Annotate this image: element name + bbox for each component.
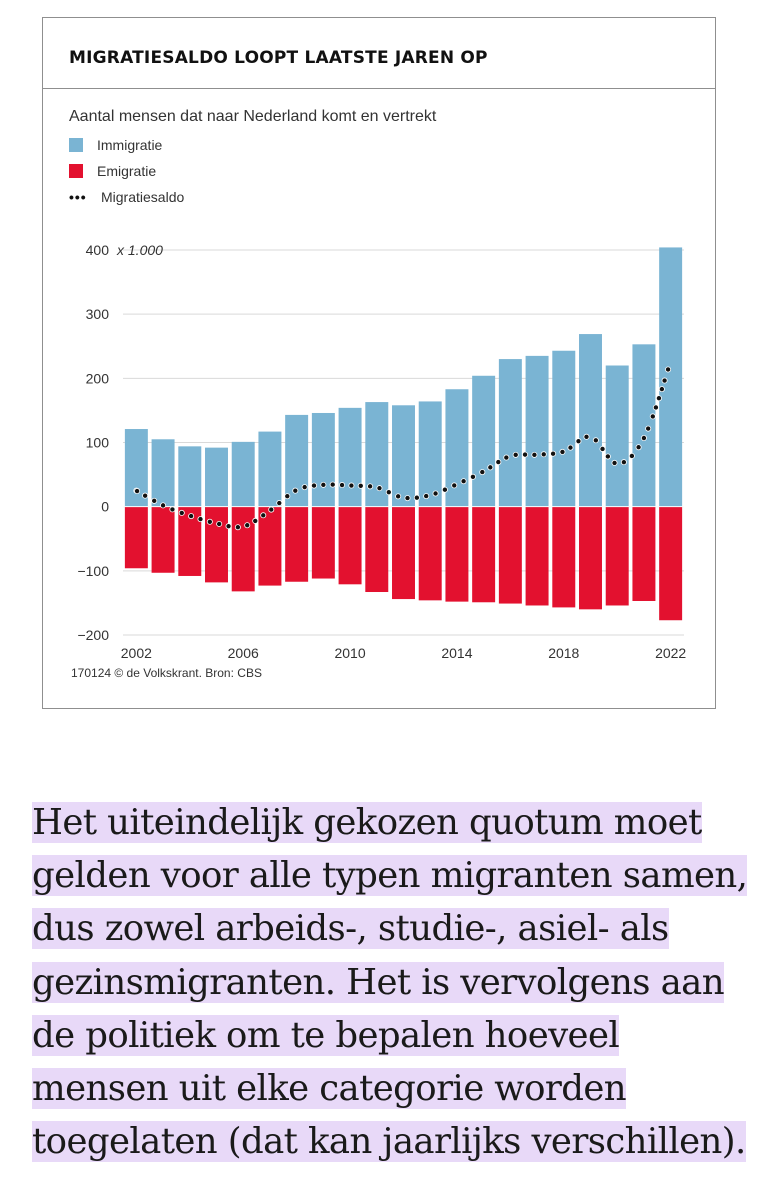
bar-immigratie-2018: [552, 351, 575, 507]
x-tick-label-2014: 2014: [441, 645, 473, 661]
saldo-dot: [143, 493, 148, 498]
saldo-dot: [414, 495, 419, 500]
saldo-dot: [568, 445, 573, 450]
saldo-dot: [522, 452, 527, 457]
y-tick-label: 0: [101, 498, 109, 515]
saldo-dot: [245, 523, 250, 528]
y-tick-label: 200: [85, 370, 109, 387]
paragraph-line: gelden voor alle typen migranten samen,: [32, 855, 748, 897]
saldo-dot: [560, 449, 565, 454]
saldo-dot: [621, 460, 626, 465]
bar-immigratie-2020: [606, 366, 629, 507]
saldo-dot: [665, 367, 670, 372]
saldo-dot: [593, 438, 598, 443]
saldo-dot: [386, 490, 391, 495]
saldo-dot: [433, 491, 438, 496]
saldo-dot: [405, 495, 410, 500]
y-tick-label: −100: [77, 562, 109, 579]
y-tick-label: 400: [85, 242, 109, 258]
saldo-dot: [349, 483, 354, 488]
saldo-dot: [321, 482, 326, 487]
saldo-dot: [653, 405, 658, 410]
saldo-dot: [189, 513, 194, 518]
bar-immigratie-2006: [232, 442, 255, 507]
paragraph-line: gezinsmigranten. Het is vervolgens aan: [32, 961, 725, 1003]
legend-label-emigratie: Emigratie: [97, 163, 157, 179]
saldo-dot: [584, 434, 589, 439]
bar-immigratie-2003: [152, 439, 175, 506]
paragraph-line: de politiek om te bepalen hoeveel: [32, 1014, 620, 1056]
saldo-dot: [650, 414, 655, 419]
chart-plot: [43, 18, 715, 708]
x-tick-label-2002: 2002: [120, 645, 152, 661]
saldo-dot: [152, 498, 157, 503]
saldo-dot: [496, 459, 501, 464]
saldo-dot: [656, 396, 661, 401]
saldo-dot: [662, 378, 667, 383]
legend-label-immigratie: Immigratie: [97, 137, 163, 153]
saldo-dot: [293, 488, 298, 493]
saldo-dot: [636, 445, 641, 450]
bar-emigratie-2015: [472, 507, 495, 603]
saldo-dot: [339, 482, 344, 487]
saldo-dot: [377, 486, 382, 491]
bar-emigratie-2012: [392, 507, 415, 599]
saldo-dot: [253, 518, 258, 523]
bar-emigratie-2009: [312, 507, 335, 579]
bar-emigratie-2016: [499, 507, 522, 604]
paragraph-line: mensen uit elke categorie worden: [32, 1068, 627, 1110]
saldo-dot: [235, 525, 240, 530]
saldo-dot: [311, 483, 316, 488]
bar-emigratie-2003: [152, 507, 175, 573]
saldo-dot: [488, 465, 493, 470]
saldo-dot: [285, 494, 290, 499]
bar-immigratie-2005: [205, 448, 228, 507]
chart-card: [42, 17, 716, 709]
bar-emigratie-2013: [419, 507, 442, 601]
bar-immigratie-2016: [499, 359, 522, 507]
bar-immigratie-2010: [339, 408, 362, 507]
paragraph-line: Het uiteindelijk gekozen quotum moet: [32, 802, 702, 843]
bar-immigratie-2013: [419, 401, 442, 506]
bar-immigratie-2014: [445, 389, 468, 506]
bar-emigratie-2010: [339, 507, 362, 585]
saldo-dot: [513, 452, 518, 457]
bar-emigratie-2022: [659, 507, 682, 621]
saldo-dot: [551, 451, 556, 456]
saldo-dot: [532, 452, 537, 457]
bar-emigratie-2008: [285, 507, 308, 582]
bar-emigratie-2017: [526, 507, 549, 606]
saldo-dot: [659, 387, 664, 392]
paragraph-line: toegelaten (dat kan jaarlijks verschillen).: [32, 1121, 746, 1163]
saldo-dot: [277, 500, 282, 505]
saldo-dot: [302, 485, 307, 490]
saldo-dot: [207, 519, 212, 524]
saldo-dot: [612, 460, 617, 465]
saldo-dot: [198, 517, 203, 522]
saldo-dot: [452, 483, 457, 488]
bar-immigratie-2021: [632, 344, 655, 506]
saldo-dot: [358, 483, 363, 488]
chart-source: 170124 © de Volkskrant. Bron: CBS: [71, 666, 262, 680]
saldo-dot: [179, 510, 184, 515]
saldo-dot: [396, 494, 401, 499]
saldo-dot: [261, 513, 266, 518]
saldo-dot: [576, 439, 581, 444]
saldo-dot: [330, 482, 335, 487]
saldo-dot: [629, 453, 634, 458]
bar-immigratie-2007: [258, 432, 281, 507]
bar-emigratie-2018: [552, 507, 575, 608]
saldo-dot: [160, 503, 165, 508]
x-tick-label-2022: 2022: [655, 645, 687, 661]
y-tick-label: 300: [85, 306, 109, 323]
saldo-dot: [226, 524, 231, 529]
bar-emigratie-2007: [258, 507, 281, 586]
y-tick-label: 100: [85, 434, 109, 451]
saldo-dot: [605, 454, 610, 459]
bar-emigratie-2002: [125, 507, 148, 569]
article-paragraph: [32, 796, 752, 1168]
legend-dots-icon: •••: [69, 189, 87, 205]
saldo-dot: [442, 487, 447, 492]
bar-immigratie-2015: [472, 376, 495, 507]
bar-emigratie-2006: [232, 507, 255, 592]
bar-immigratie-2009: [312, 413, 335, 507]
bar-emigratie-2011: [365, 507, 388, 592]
saldo-dot: [170, 507, 175, 512]
bar-immigratie-2004: [178, 446, 201, 506]
bar-immigratie-2011: [365, 402, 388, 507]
x-tick-label-2010: 2010: [334, 645, 366, 661]
saldo-dot: [504, 455, 509, 460]
saldo-dot: [646, 426, 651, 431]
saldo-dot: [470, 474, 475, 479]
bar-emigratie-2005: [205, 507, 228, 583]
x-tick-label-2018: 2018: [548, 645, 580, 661]
saldo-dot: [134, 488, 139, 493]
saldo-dot: [368, 484, 373, 489]
saldo-dot: [424, 493, 429, 498]
bar-immigratie-2019: [579, 334, 602, 507]
bar-immigratie-2022: [659, 247, 682, 506]
saldo-dot: [269, 507, 274, 512]
paragraph-line: dus zowel arbeids-, studie-, asiel- als: [32, 908, 669, 950]
bar-immigratie-2017: [526, 356, 549, 507]
y-unit-label: x 1.000: [117, 242, 163, 258]
bar-immigratie-2012: [392, 405, 415, 506]
legend-label-migratiesaldo: Migratiesaldo: [101, 189, 185, 205]
x-tick-label-2006: 2006: [227, 645, 259, 661]
bar-emigratie-2020: [606, 507, 629, 606]
saldo-dot: [480, 469, 485, 474]
saldo-dot: [600, 446, 605, 451]
bar-emigratie-2014: [445, 507, 468, 602]
saldo-dot: [641, 435, 646, 440]
saldo-dot: [217, 521, 222, 526]
bar-emigratie-2019: [579, 507, 602, 610]
bar-emigratie-2021: [632, 507, 655, 601]
saldo-dot: [541, 452, 546, 457]
chart-title: MIGRATIESALDO LOOPT LAATSTE JAREN OP: [69, 48, 488, 68]
chart-subtitle: Aantal mensen dat naar Nederland komt en vertrekt: [69, 108, 437, 125]
saldo-dot: [461, 479, 466, 484]
y-tick-label: −200: [77, 627, 109, 643]
